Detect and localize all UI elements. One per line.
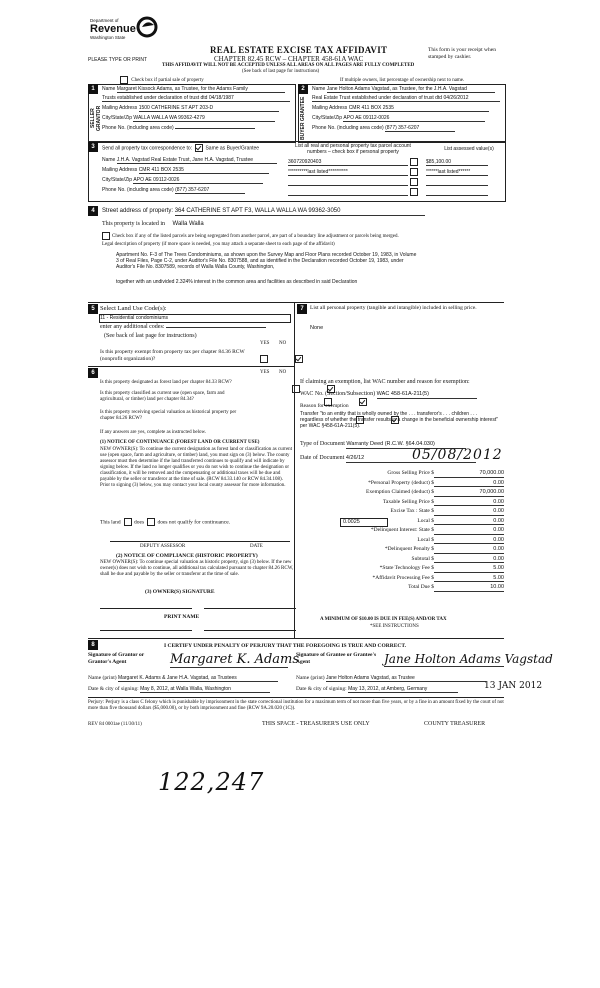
does-checkbox[interactable] [124, 518, 132, 526]
form-subtitle: CHAPTER 82.45 RCW – CHAPTER 458-61A WAC [214, 55, 364, 63]
buyer-address: CMR 411 BOX 2535 [349, 105, 489, 112]
tech-fee-label: *State Technology Fee $ [379, 565, 434, 571]
continuance-text: NEW OWNER(S): To continue the current designation as forest land or classification as current use (open space, farm and agriculture, or timber) land, you must sign on (3) below. The county assessor must then determine if the land transferred continues to qualify and will indicate by signing below. If the land no longer qualifies or you do not wish to continue the designation or classification, it will be removed and the compensating or additional taxes will be due and payable by the seller or transferor at the time of sale. (RCW 84.33.140 or RCW 84.34.108). Prior to signing (3) below, you may contact your local county assessor for more information. [100, 447, 293, 488]
exempt-value: 70,000.00 [434, 489, 504, 497]
county-treasurer: COUNTY TREASURER [424, 721, 486, 727]
perjury-note: Perjury: Perjury is a class C felony which is punishable by imprisonment in the state correctional institution for a maximum term of not more than five years, or by a fine in an amount fixed by the court of not more than five thousand dollars ($5,000.00), or by both imprisonment and fine (RCW 9A.20.020 (1C)). [88, 700, 504, 711]
exempt-yes-checkbox[interactable] [260, 355, 268, 363]
corr-phone-label: Phone No. (including area code) [102, 187, 174, 193]
section-7-badge: 7 [297, 304, 307, 314]
seller-name: Margaret Kissock Adams, as Trustee, for the Adams Family [117, 86, 285, 93]
delinq-penalty-label: *Delinquent Penalty $ [384, 546, 434, 552]
see-back-5: (See back of last page for instructions) [104, 333, 197, 339]
gross-row [300, 470, 504, 480]
divider-6 [88, 366, 294, 367]
compliance-title: (2) NOTICE OF COMPLIANCE (HISTORIC PROPERTY) [116, 553, 258, 559]
corr-city-label: City/State/Zip [102, 177, 133, 183]
segregated-row [100, 232, 399, 240]
treasurer-space: THIS SPACE - TREASURER'S USE ONLY [262, 721, 370, 727]
minimum-note: A MINIMUM OF $10.00 IS DUE IN FEE(S) AND/OR TAX [320, 617, 447, 622]
seller-city-label: City/State/Zip [102, 115, 133, 121]
grantee-signature[interactable]: Jane Holton Adams Vagstad [384, 652, 553, 666]
seller-phone-label: Phone No. (including area code) [102, 125, 174, 131]
grantor-date-row [88, 686, 270, 693]
exempt-no-checkbox[interactable] [295, 355, 303, 363]
logo-state: Washington State [90, 35, 126, 40]
exempt-label: Exemption Claimed (deduct) $ [366, 489, 434, 495]
forest-question: Is this property designated as forest land per chapter 84.33 RCW? [100, 380, 232, 385]
land-use-label: Select Land Use Code(s): [100, 305, 167, 312]
affidavit-fee-value: 5.00 [434, 575, 504, 583]
grantee-sig-label: Signature of Grantee or Grantee's Agent [296, 652, 377, 665]
grantee-name-label: Name (print) [296, 675, 325, 681]
wac-value: WAC 458-61A-211(5) [377, 391, 477, 399]
parcel-4-checkbox[interactable] [410, 188, 418, 196]
grantor-name: Margaret K. Adams & Jane H.A. Vagstad, as Trustees [118, 675, 278, 682]
historic-question: Is this property receiving special valuation as historical property per chapter 84.26 RCW? [100, 410, 237, 421]
section-5-badge: 5 [88, 304, 98, 314]
buyer-name-2: Real Estate Trust established under declaration of trust dtd 04/26/2012 [312, 95, 500, 102]
excise-label: Excise Tax : State $ [390, 508, 434, 514]
personal-property-label: List all personal property (tangible and intangible) included in selling price. [310, 305, 477, 311]
print-name-line-2 [204, 630, 296, 631]
grantor-date-label: Date & city of signing: [88, 686, 139, 692]
located-row [102, 221, 204, 228]
excise-value: 0.00 [434, 508, 504, 516]
buyer-fields [312, 86, 502, 132]
date-label: DATE [250, 544, 263, 549]
form-warning: THIS AFFIDAVIT WILL NOT BE ACCEPTED UNLESS ALL AREAS ON ALL PAGES ARE FULLY COMPLETED [162, 63, 415, 68]
logo-swoosh-icon [136, 16, 158, 38]
doc-type-label: Type of Document [300, 441, 345, 447]
buyer-city-label: City/State/Zip [312, 115, 343, 121]
section-2-badge: 2 [298, 84, 308, 94]
legal-label: Legal description of property (if more space is needed, you may attach a separate sheet to each page of the affidavit) [102, 242, 335, 247]
delinq-state-label: *Delinquent Interest: State $ [370, 527, 434, 533]
parcel-1: 360720920403 [288, 159, 408, 166]
buyer-name-label: Name [312, 86, 326, 92]
logo-dept: Department of [90, 18, 119, 23]
correspondence-label: Send all property tax correspondence to: [102, 145, 193, 152]
same-as-buyer-checkbox[interactable] [195, 144, 203, 152]
corr-address-label: Mailing Address [102, 167, 138, 173]
column-divider [294, 302, 295, 638]
tech-fee-row [300, 565, 504, 575]
current-use-question: Is this property classified as current use (open space, farm and agricultural, or timber) land per chapter 84.34? [100, 391, 225, 402]
excise-row [300, 508, 504, 518]
subtotal-row [300, 556, 504, 566]
taxable-row [300, 499, 504, 509]
divider-5 [88, 302, 504, 303]
parcel-2: **********last listed********** [288, 169, 408, 176]
does-not-checkbox[interactable] [147, 518, 155, 526]
print-name-label: PRINT NAME [164, 614, 200, 620]
buyer-phone-label: Phone No. (including area code) [312, 125, 384, 131]
taxable-label: Taxable Selling Price $ [382, 498, 434, 505]
seller-name-2: Trusts established under declaration of trust dtd 04/18/1987 [102, 95, 290, 102]
local-label: Local $ [417, 517, 434, 524]
grantee-date-handwritten: 13 JAN 2012 [484, 681, 543, 691]
taxable-value: 0.00 [434, 499, 504, 507]
value-header: List assessed value(s) [444, 146, 494, 152]
total-label: Total Due $ [408, 584, 434, 590]
does-label: does [134, 519, 145, 526]
exempt-row [300, 489, 504, 499]
grantor-name-row [88, 675, 278, 682]
multiple-owners-note: If multiple owners, list percentage of ownership next to name. [340, 78, 465, 83]
wac-row [300, 391, 477, 399]
segregated-checkbox[interactable] [102, 232, 110, 240]
continuance-title: (1) NOTICE OF CONTINUANCE (FOREST LAND OR CURRENT USE) [100, 440, 260, 445]
land-use-input[interactable]: 11 - Residential condominiums [99, 314, 291, 323]
seller-name-label: Name [102, 86, 116, 92]
legal-description [116, 252, 506, 285]
doc-type-value: Warranty Deed (R.C.W. §64.04.030) [346, 441, 466, 449]
legal-line-1: Apartment No. F-3 of The Trees Condominiums, as shown upon the Survey Map and Floor Plans recorded October 19, 1983, in Volume [116, 252, 417, 258]
delinq-local-row [300, 537, 504, 547]
section-6-badge: 6 [88, 368, 98, 378]
value-4[interactable] [426, 189, 488, 196]
see-instructions: *SEE INSTRUCTIONS [370, 624, 419, 629]
additional-label: enter any additional codes: [100, 324, 165, 330]
partial-sale-label: Check box if partial sale of property [131, 78, 231, 85]
revenue-logo [90, 18, 160, 41]
delinq-state-value: 0.00 [434, 527, 504, 535]
exemption-question: If claiming an exemption, list WAC number and reason for exemption: [300, 379, 470, 385]
grantee-date-row [296, 686, 458, 693]
gross-label: Gross Selling Price $ [387, 470, 434, 476]
gross-value: 70,000.00 [434, 470, 504, 478]
correspondence-fields [102, 144, 284, 194]
parcel-3[interactable] [288, 179, 408, 186]
seller-phone[interactable] [175, 128, 255, 129]
if-yes-note: If any answers are yes, complete as instructed below. [100, 430, 207, 435]
grantee-date: May 13, 2012, at Amberg, Germany [348, 686, 458, 693]
subtotal-label: Subtotal $ [411, 555, 434, 562]
seller-address: 1500 CATHERINE ST APT 203-D [139, 105, 279, 112]
yes-header-5: YES [260, 341, 270, 346]
buyer-address-label: Mailing Address [312, 105, 348, 111]
tech-fee-value: 5.00 [434, 565, 504, 573]
type-print: PLEASE TYPE OR PRINT [88, 57, 148, 63]
owner-sig-line-1 [100, 608, 192, 609]
personal-value: 0.00 [434, 480, 504, 488]
doc-date-value: 4/26/12 [346, 455, 476, 463]
local-value: 0.00 [434, 518, 504, 526]
section-1-badge: 1 [88, 84, 98, 94]
receipt-note: This form is your receipt when stamped by cashier. [428, 47, 496, 60]
owner-signature-label: (3) OWNER(S) SIGNATURE [145, 589, 215, 595]
seller-city: WALLA WALLA WA 99362-4279 [133, 115, 275, 122]
rev-number: REV 84 0001ae (11/30/11) [88, 722, 142, 727]
value-1: $85,100.00 [426, 159, 488, 166]
seller-address-label: Mailing Address [102, 105, 138, 111]
form-title: REAL ESTATE EXCISE TAX AFFIDAVIT [210, 45, 388, 55]
corr-address: CMR 411 BOX 2535 [139, 167, 269, 174]
grantor-name-label: Name (print) [88, 675, 117, 681]
certify-statement: I CERTIFY UNDER PENALTY OF PERJURY THAT THE FOREGOING IS TRUE AND CORRECT. [164, 643, 407, 649]
legal-line-4: together with an undivided 2.324% interest in the common area and facilities as described in said Declaration [116, 279, 358, 285]
no-header-6: NO [279, 370, 287, 375]
legal-line-3: Auditor's File No. 8307589, records of Walla Walla County, Washington, [116, 264, 275, 270]
street-row [102, 208, 425, 216]
value-2: ******last listed****** [426, 169, 488, 176]
affidavit-fee-label: *Affidavit Processing Fee $ [372, 574, 434, 581]
additional-codes [100, 324, 266, 331]
compliance-text: NEW OWNER(S): To continue special valuation as historic property, sign (3) below. If the new owner(s) does not wish to continue, all additional tax calculated pursuant to chapter 84.26 RCW, shall be due and payable by the seller or transferor at the time of sale. [100, 560, 294, 577]
additional-input[interactable] [166, 327, 266, 328]
corr-name-label: Name [102, 157, 116, 163]
delinq-state-row [300, 527, 504, 537]
tax-table [300, 470, 504, 594]
current-use-no-checkbox[interactable] [359, 398, 367, 406]
reason-label: Reason for exemption [300, 403, 349, 409]
grantee-name-row [296, 675, 486, 682]
street-address: 364 CATHERINE ST APT F3, WALLA WALLA WA 99362-3050 [175, 208, 425, 216]
wac-label: WAC No. (Section/Subsection) [300, 391, 376, 397]
does-not-label: does not qualify for continuance. [157, 519, 231, 526]
legal-line-2: 3 of Real Files, Page C-2, under Auditor's File No. 8307588, and as identified in the Declaration recorded October 19, 1983, under [116, 258, 404, 264]
corr-phone: (877) 357-6207 [175, 187, 245, 194]
local-row [300, 518, 504, 528]
parcel-2-checkbox[interactable] [410, 168, 418, 176]
section-3-badge: 3 [88, 142, 98, 152]
divider-perjury [88, 697, 504, 698]
located-label: This property is located in [102, 221, 165, 227]
same-as-buyer-label: Same as Buyer/Grantee [205, 145, 260, 152]
logo-name: Revenue [90, 23, 136, 35]
total-row [300, 584, 504, 594]
delinq-local-label: Local $ [417, 536, 434, 543]
grantor-date: May 8, 2012, at Walla Walla, Washington [140, 686, 270, 693]
grantee-date-label: Date & city of signing: [296, 686, 347, 692]
parcel-3-checkbox[interactable] [410, 178, 418, 186]
total-value: 10.00 [434, 584, 504, 592]
parcel-list [288, 158, 502, 196]
buyer-name: Jane Holton Adams Vagstad, as Trustee, for the J.H.A. Vagstad [327, 86, 495, 93]
parcel-4[interactable] [288, 189, 408, 196]
delinq-penalty-row [300, 546, 504, 556]
buyer-side-label: BUYER GRANTEE [300, 96, 306, 140]
grantor-sig-label: Signature of Grantor or Grantor's Agent [88, 652, 145, 665]
seller-fields [102, 86, 292, 131]
segregated-label: Check box if any of the listed parcels are being segregated from another parcel, are part of a boundary line adjustment or parcels being merged. [112, 234, 399, 240]
no-header-5: NO [279, 341, 287, 346]
section-8-badge: 8 [88, 640, 98, 650]
personal-property-value: None [310, 325, 324, 331]
seller-side-label: SELLER GRANTOR [90, 105, 102, 131]
subtotal-value: 0.00 [434, 556, 504, 564]
grantor-signature[interactable]: Margaret K. Adams [170, 652, 300, 667]
delinq-local-value: 0.00 [434, 537, 504, 545]
street-label: Street address of property: [102, 208, 174, 214]
located-value: Walla Walla [172, 221, 204, 227]
print-name-line-1 [100, 630, 192, 631]
value-3[interactable] [426, 179, 488, 186]
deputy-line [110, 541, 290, 542]
partial-sale-checkbox[interactable] [120, 76, 128, 84]
personal-label: *Personal Property (deduct) $ [368, 479, 434, 486]
this-land-label: This land [100, 519, 121, 526]
affidavit-fee-row [300, 575, 504, 585]
rate-box: 0.0025 [340, 518, 388, 527]
yes-header-6: YES [260, 370, 270, 375]
buyer-city: APO AE 09112-0026 [343, 115, 485, 122]
parcel-1-checkbox[interactable] [410, 158, 418, 166]
corr-city: APO AE 09112-0026 [133, 177, 263, 184]
divider-8 [88, 638, 504, 639]
section-4-badge: 4 [88, 206, 98, 216]
personal-row [300, 480, 504, 490]
delinq-penalty-value: 0.00 [434, 546, 504, 554]
reason-value: Transfer "to an entity that is wholly owned by the . . . transferor's . . . children . . . regardless of whether the transfer results in a change in the beneficial ownership interest" per WAC §458-61A-211(5). [300, 411, 498, 429]
doc-date-label: Date of Document [300, 455, 345, 461]
this-land-row [100, 518, 230, 526]
exempt-question: Is this property exempt from property tax per chapter 84.36 RCW (nonprofit organization)? [100, 349, 245, 362]
corr-name: J.H.A. Vagstad Real Estate Trust, Jane H.A. Vagstad, Trustee [117, 157, 277, 164]
handwritten-number: 122,247 [158, 768, 265, 796]
deputy-label: DEPUTY ASSESSOR [140, 544, 186, 549]
parcel-header: List all real and personal property tax parcel account numbers – check box if personal property [295, 143, 411, 155]
see-back-header: (See back of last page for instructions) [242, 69, 320, 74]
doc-date-handwritten: 05/08/2012 [412, 447, 503, 463]
buyer-phone: (877) 357-6207 [385, 125, 455, 132]
owner-sig-line-2 [204, 608, 296, 609]
grantee-name: Jane Holton Adams Vagstad, as Trustee [326, 675, 486, 682]
